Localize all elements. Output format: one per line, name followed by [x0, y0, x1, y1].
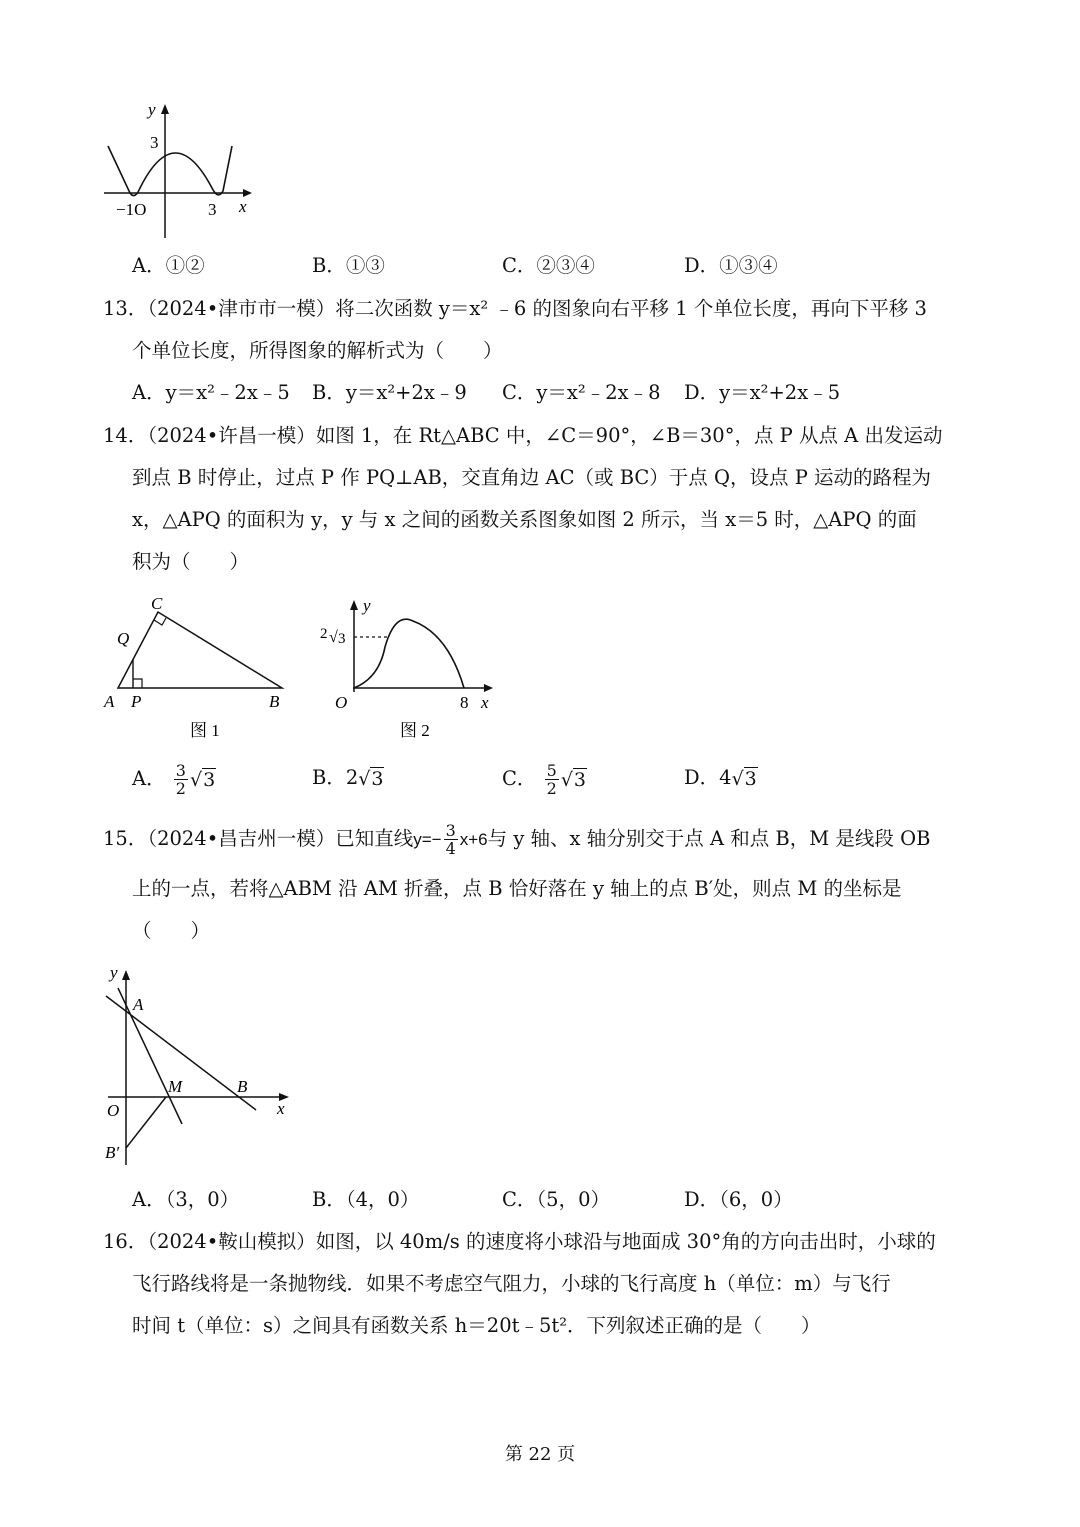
q15-eq-numerator: 3: [445, 821, 456, 840]
q14-option-a-numerator: 3: [175, 761, 186, 780]
q14-option-d-radicand: 3: [744, 767, 757, 790]
fig2-caption: 图 2: [400, 721, 430, 740]
fig15-label-b: B: [237, 1077, 248, 1096]
q14-option-c-fraction: [545, 762, 559, 797]
q15-text-line-2: 上的一点，若将△ABM 沿 AM 折叠，点 B 恰好落在 y 轴上的点 B′处，则点 M 的坐标是: [132, 877, 902, 900]
fig15-x-label: x: [277, 1099, 285, 1118]
q14-option-b-radicand: 3: [371, 767, 384, 790]
fig1-label-p: P: [131, 692, 142, 711]
q15-post: 与 y 轴、x 轴分别交于点 A 和点 B，M 是线段 OB: [487, 827, 931, 850]
q13-text-line-1: 13．（2024•津市市一模）将二次函数 y＝x² ﹣6 的图象向右平移 1 个单位长度，再向下平移 3: [103, 297, 927, 320]
fig2-x-label: x: [481, 693, 489, 712]
q14-option-c-letter: C．: [502, 767, 537, 790]
q15-text-line-3: （ ）: [132, 919, 211, 942]
page-number-footer: 第 22 页: [504, 1444, 576, 1465]
q14-text-line-1: 14．（2024•许昌一模）如图 1，在 Rt△ABC 中，∠C＝90°，∠B＝30°，点 P 从点 A 出发运动: [103, 424, 943, 447]
fig2-y-label: y: [363, 596, 371, 615]
q14-option-d-sqrt: √3: [731, 767, 757, 790]
q12-option-a[interactable]: A．①②: [132, 254, 205, 277]
fig15-label-m: M: [168, 1077, 183, 1096]
fig12-y-label: y: [148, 100, 156, 119]
fig2-origin-label: O: [335, 693, 348, 712]
fig15-y-label: y: [110, 963, 118, 982]
fig12-x-label: x: [239, 197, 247, 216]
q16-text-line-1: 16．（2024•鞍山模拟）如图，以 40m/s 的速度将小球沿与地面成 30°角的方向击出时，小球的: [103, 1230, 936, 1253]
q13-text-line-2: 个单位长度，所得图象的解析式为（ ）: [132, 339, 503, 362]
fig12-x-right-label: 3: [208, 200, 217, 219]
q15-option-a[interactable]: A．（3，0）: [132, 1188, 240, 1211]
fig1-caption: 图 1: [190, 721, 220, 740]
fig15-label-b-prime: B′: [105, 1143, 120, 1162]
q15-option-b[interactable]: B．（4，0）: [312, 1188, 420, 1211]
q15-eq-tail: x+6: [459, 830, 488, 849]
fig12-y-tick: 3: [150, 133, 159, 152]
q13-option-c[interactable]: C．y＝x²﹣2x﹣8: [502, 381, 661, 404]
q14-option-a-radicand: 3: [203, 768, 216, 791]
fig2-ytick-rad: 3: [338, 631, 346, 647]
q14-option-c-denominator: 2: [546, 779, 557, 798]
q13-option-b[interactable]: B．y＝x²+2x﹣9: [312, 381, 467, 404]
q14-option-a-sqrt: √3: [189, 768, 216, 791]
q14-option-b-sqrt: √3: [358, 767, 384, 790]
q15-pre: 15．（2024•昌吉州一模）已知直线: [103, 827, 414, 850]
fig1-label-a: A: [104, 692, 115, 711]
q14-option-c-numerator: 5: [546, 761, 557, 780]
q14-option-c[interactable]: [502, 762, 587, 797]
q14-option-a-letter: A．: [132, 767, 166, 790]
q14-option-d-letter: D．: [684, 766, 720, 789]
fig1-label-c: C: [151, 594, 163, 613]
q14-option-c-sqrt: √3: [560, 768, 587, 791]
fig2-ytick-radical-sign: √: [329, 629, 338, 646]
fig2-xtick-label: 8: [460, 693, 469, 712]
q14-figure-1-triangle: [100, 592, 300, 747]
q15-option-d[interactable]: D．（6，0）: [684, 1188, 793, 1211]
q15-eq-denominator: 4: [445, 839, 456, 858]
fig15-label-a: A: [133, 995, 144, 1014]
q15-option-c[interactable]: C．（5，0）: [502, 1188, 610, 1211]
q16-text-line-3: 时间 t（单位：s）之间具有函数关系 h＝20t﹣5t²．下列叙述正确的是（ ）: [132, 1314, 821, 1337]
q12-parabola-figure: [100, 98, 260, 243]
q14-option-d[interactable]: [684, 766, 758, 791]
fig1-label-b: B: [269, 692, 280, 711]
fig1-label-q: Q: [117, 629, 130, 648]
q14-option-a-fraction: [174, 762, 188, 797]
q16-text-line-2: 飞行路线将是一条抛物线．如果不考虑空气阻力，小球的飞行高度 h（单位：m）与飞行: [132, 1272, 891, 1295]
q12-option-c[interactable]: C．②③④: [502, 254, 595, 277]
q13-option-d[interactable]: D．y＝x²+2x﹣5: [684, 381, 841, 404]
q15-text-line-1: [103, 822, 983, 857]
q15-eq-y: y=−: [413, 830, 442, 849]
q14-text-line-4: 积为（ ）: [132, 550, 250, 573]
fig12-x-left-label: −1O: [116, 200, 147, 219]
q12-option-d[interactable]: D．①③④: [684, 254, 778, 277]
q14-figure-2-graph: [315, 592, 505, 747]
fig15-origin-label: O: [107, 1101, 120, 1120]
q14-text-line-2: 到点 B 时停止，过点 P 作 PQ⊥AB，交直角边 AC（或 BC）于点 Q，设点 P 运动的路程为: [132, 466, 932, 489]
q14-option-a-denominator: 2: [175, 779, 186, 798]
fig2-ytick-coef: 2: [320, 626, 328, 642]
q15-figure: [100, 960, 300, 1170]
q13-option-a[interactable]: A．y＝x²﹣2x﹣5: [132, 381, 290, 404]
q12-option-b[interactable]: B．①③: [312, 254, 385, 277]
q15-eq-fraction: [444, 822, 458, 857]
q14-option-b[interactable]: [312, 766, 384, 791]
q14-option-d-coef: 4: [719, 766, 732, 789]
q14-option-a[interactable]: [132, 762, 216, 797]
q14-option-c-radicand: 3: [573, 768, 587, 791]
q14-option-b-letter: B．: [312, 766, 346, 789]
q14-option-b-coef: 2: [345, 766, 359, 789]
q14-text-line-3: x，△APQ 的面积为 y，y 与 x 之间的函数关系图象如图 2 所示，当 x＝5 时，△APQ 的面: [132, 508, 917, 531]
